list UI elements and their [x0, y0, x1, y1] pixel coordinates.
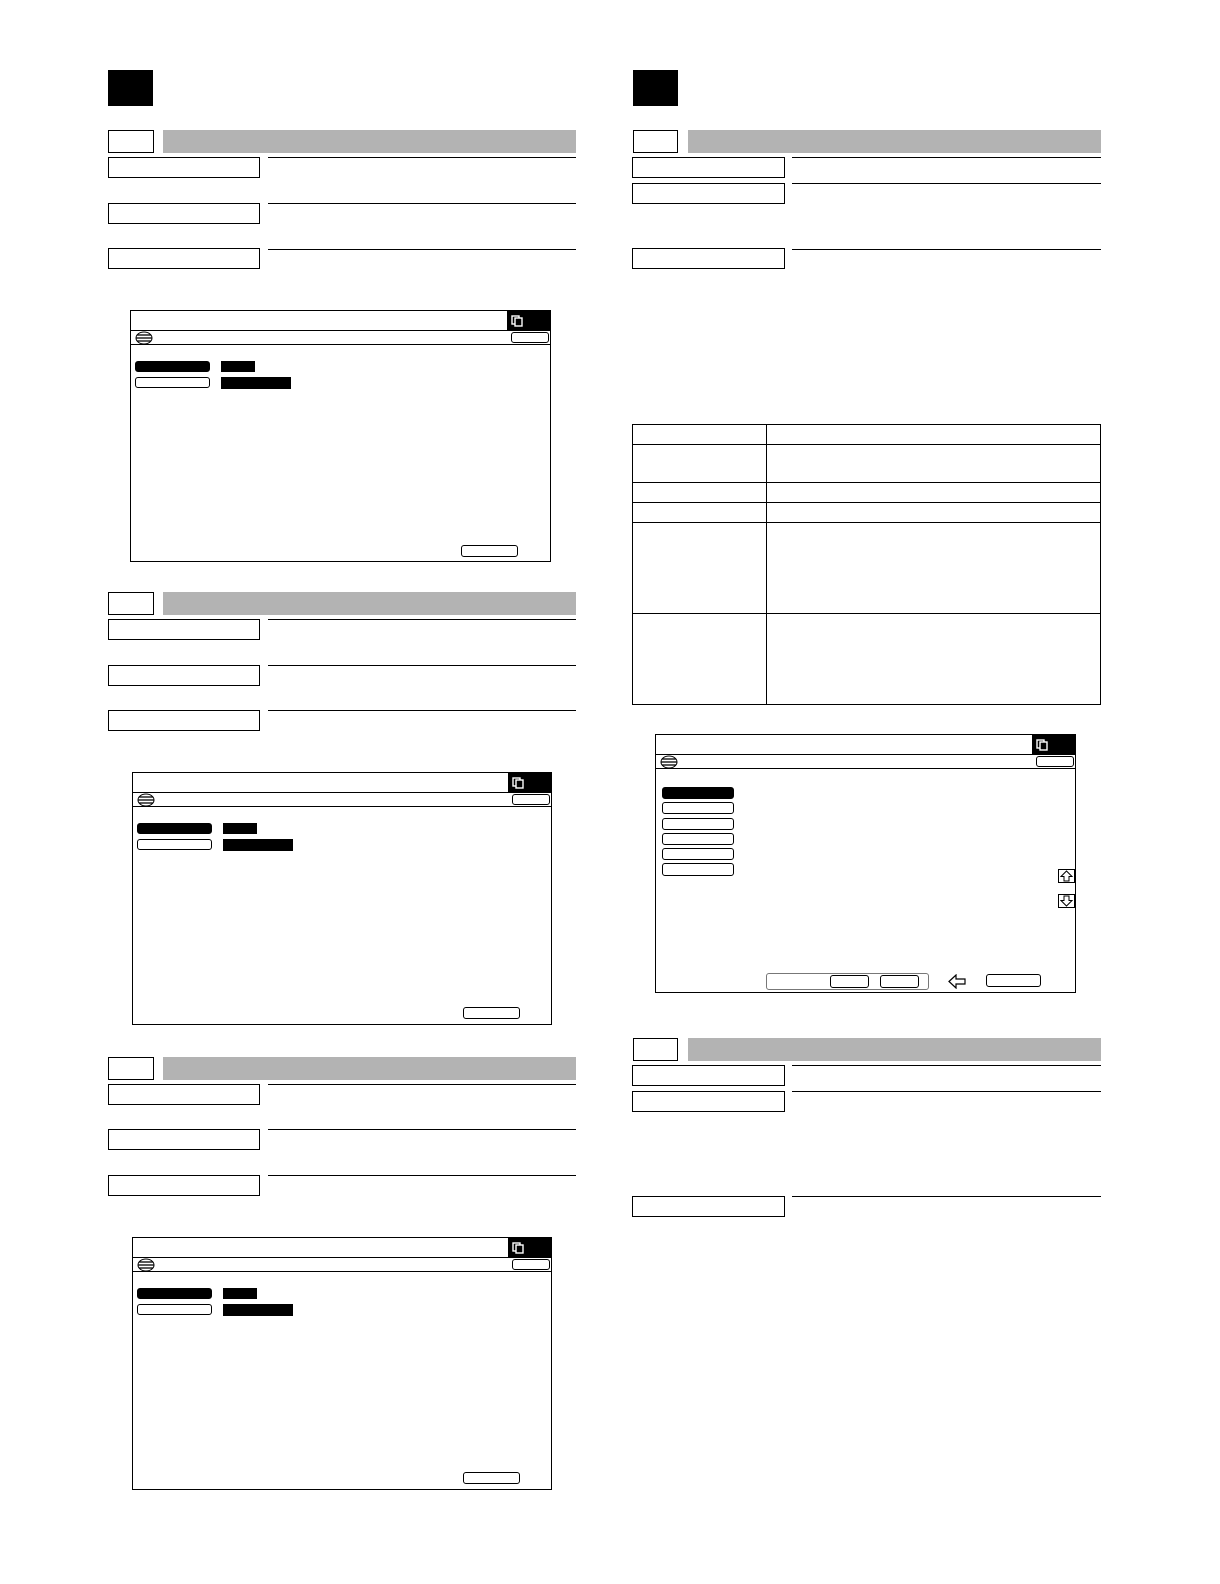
- field-label-box: [108, 619, 260, 640]
- item-selected-button[interactable]: [137, 823, 212, 834]
- table-cell-content: [767, 614, 1101, 705]
- field-divider: [792, 249, 1101, 250]
- list-item[interactable]: [662, 848, 734, 860]
- table-cell-item: [633, 445, 767, 483]
- field-label-box: [108, 1129, 260, 1150]
- section-code-box: [108, 592, 154, 615]
- item-selected-button[interactable]: [135, 361, 210, 372]
- menu-lines-icon[interactable]: [660, 755, 678, 769]
- section-code-box: [108, 1057, 154, 1080]
- field-divider: [268, 710, 576, 711]
- table-cell-item: [633, 503, 767, 523]
- field-divider: [268, 1084, 576, 1085]
- simulation-screen-3: [132, 1237, 552, 1490]
- copy-mode-icon: [511, 315, 523, 327]
- scroll-down-button[interactable]: [1058, 894, 1075, 908]
- table-row: [633, 614, 1101, 705]
- field-label-box: [108, 665, 260, 686]
- scroll-down-arrow-icon: [1060, 895, 1073, 907]
- copy-mode-indicator: [508, 1238, 552, 1257]
- section-code-box: [633, 130, 678, 153]
- header-button[interactable]: [512, 794, 550, 805]
- field-label-box: [632, 1091, 785, 1112]
- section-header-bar: [163, 1057, 576, 1080]
- field-divider: [792, 1196, 1101, 1197]
- item-unselected-button[interactable]: [137, 839, 212, 850]
- table-cell-content: [767, 503, 1101, 523]
- list-screen: [655, 734, 1076, 993]
- field-label-box: [108, 1084, 260, 1105]
- section-code-box: [108, 130, 154, 153]
- screen-title: [660, 737, 1030, 753]
- scroll-up-button[interactable]: [1058, 869, 1075, 883]
- table-cell-content: [767, 483, 1101, 503]
- value-display-small: [221, 361, 255, 372]
- spec-table: [632, 424, 1101, 705]
- value-display-large: [223, 839, 293, 851]
- field-divider: [792, 1091, 1101, 1092]
- menu-lines-icon[interactable]: [137, 1258, 155, 1272]
- table-cell-item: [633, 614, 767, 705]
- table-cell-content: [767, 445, 1101, 483]
- section-header-bar: [688, 1038, 1101, 1061]
- header-button[interactable]: [512, 1259, 550, 1270]
- copy-mode-indicator: [507, 311, 551, 330]
- header-button[interactable]: [1036, 756, 1074, 767]
- list-item[interactable]: [662, 818, 734, 830]
- menu-bar: [656, 755, 1075, 769]
- table-cell-item: [633, 483, 767, 503]
- field-divider: [792, 157, 1101, 158]
- back-arrow-icon[interactable]: [948, 974, 966, 989]
- table-cell-item: [633, 425, 767, 445]
- menu-bar: [133, 793, 551, 807]
- button-a[interactable]: [830, 975, 869, 988]
- screen-title: [137, 775, 507, 791]
- field-label-box: [632, 248, 785, 269]
- field-label-box: [108, 1175, 260, 1196]
- field-label-box: [632, 1065, 785, 1086]
- field-label-box: [108, 203, 260, 224]
- field-label-box: [108, 248, 260, 269]
- copy-mode-icon: [512, 777, 524, 789]
- field-label-box: [108, 157, 260, 178]
- header-button[interactable]: [511, 332, 549, 343]
- execute-button[interactable]: [986, 974, 1041, 987]
- value-display-large: [221, 377, 291, 389]
- value-display-large: [223, 1304, 293, 1316]
- field-divider: [268, 1175, 576, 1176]
- button-b[interactable]: [880, 975, 919, 988]
- section-header-bar: [163, 130, 576, 153]
- table-row: [633, 503, 1101, 523]
- menu-bar: [133, 1258, 551, 1272]
- field-label-box: [108, 710, 260, 731]
- field-divider: [268, 249, 576, 250]
- section-code-box: [633, 1038, 678, 1061]
- screen-title: [137, 1240, 507, 1256]
- scroll-up-arrow-icon: [1060, 870, 1073, 882]
- list-item[interactable]: [662, 863, 734, 876]
- menu-lines-icon[interactable]: [137, 793, 155, 807]
- value-display-small: [223, 823, 257, 834]
- copy-mode-indicator: [508, 773, 552, 792]
- section-header-bar: [163, 592, 576, 615]
- list-item[interactable]: [662, 802, 734, 814]
- chapter-tab-left: [108, 70, 153, 106]
- field-divider: [268, 665, 576, 666]
- field-divider: [268, 157, 576, 158]
- table-row: [633, 445, 1101, 483]
- list-item[interactable]: [662, 833, 734, 845]
- field-divider: [792, 1065, 1101, 1066]
- simulation-screen-1: [130, 310, 551, 562]
- field-label-box: [632, 157, 785, 178]
- table-row: [633, 425, 1101, 445]
- table-row: [633, 483, 1101, 503]
- table-row: [633, 523, 1101, 614]
- value-display-small: [223, 1288, 257, 1299]
- execute-button[interactable]: [461, 545, 518, 557]
- item-unselected-button[interactable]: [135, 377, 210, 388]
- field-divider: [792, 183, 1101, 184]
- menu-lines-icon[interactable]: [135, 331, 153, 345]
- list-item-selected[interactable]: [662, 787, 734, 799]
- copy-mode-icon: [1036, 739, 1048, 751]
- table-cell-content: [767, 523, 1101, 614]
- table-cell-content: [767, 425, 1101, 445]
- chapter-tab-right: [633, 70, 678, 106]
- screen-title: [135, 313, 505, 329]
- field-divider: [268, 619, 576, 620]
- field-label-box: [632, 183, 785, 204]
- execute-button[interactable]: [463, 1472, 520, 1484]
- item-selected-button[interactable]: [137, 1288, 212, 1299]
- field-divider: [268, 1129, 576, 1130]
- simulation-screen-2: [132, 772, 552, 1025]
- menu-bar: [131, 331, 550, 345]
- copy-mode-icon: [512, 1242, 524, 1254]
- execute-button[interactable]: [463, 1007, 520, 1019]
- field-label-box: [632, 1196, 785, 1217]
- table-cell-item: [633, 523, 767, 614]
- item-unselected-button[interactable]: [137, 1304, 212, 1315]
- copy-mode-indicator: [1032, 735, 1076, 754]
- section-header-bar: [688, 130, 1101, 153]
- field-divider: [268, 203, 576, 204]
